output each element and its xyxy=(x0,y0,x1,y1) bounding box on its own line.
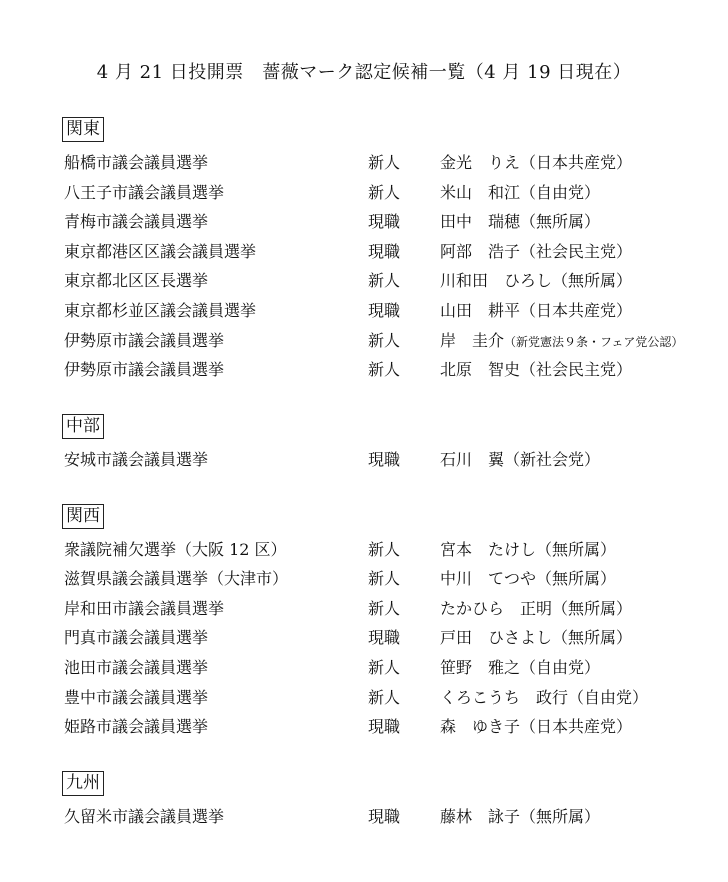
candidate-name: くろこうち 政行 xyxy=(440,688,569,707)
candidate-status: 新人 xyxy=(368,688,401,707)
candidate-party: （無所属） xyxy=(520,212,601,231)
table-row xyxy=(0,804,728,830)
candidate-party: （社会民主党） xyxy=(520,360,633,379)
election-name: 門真市議会議員選挙 xyxy=(64,628,209,647)
candidate-party: （自由党） xyxy=(520,658,601,677)
candidate-status: 新人 xyxy=(368,271,401,290)
candidate-name: たかひら 正明 xyxy=(440,599,553,618)
candidate-status: 現職 xyxy=(368,628,401,647)
table-row xyxy=(0,357,728,383)
candidate-party: （無所属） xyxy=(552,271,633,290)
candidate-name: 山田 耕平 xyxy=(440,301,521,320)
election-name: 船橋市議会議員選挙 xyxy=(64,153,209,172)
region-label-kanto: 関東 xyxy=(62,117,104,142)
candidate-party: （無所属） xyxy=(536,540,617,559)
table-row xyxy=(0,150,728,176)
table-row xyxy=(0,239,728,265)
table-row xyxy=(0,328,728,354)
candidate-party: （自由党） xyxy=(568,688,649,707)
candidate-name: 田中 瑞穂 xyxy=(440,212,521,231)
candidate-party: （自由党） xyxy=(520,183,601,202)
election-name: 東京都杉並区議会議員選挙 xyxy=(64,301,257,320)
election-name: 池田市議会議員選挙 xyxy=(64,658,209,677)
region-label-kansai: 関西 xyxy=(62,504,104,529)
election-name: 東京都北区区長選挙 xyxy=(64,271,209,290)
election-name: 伊勢原市議会議員選挙 xyxy=(64,331,225,350)
candidate-status: 現職 xyxy=(368,807,401,826)
candidate-name: 笹野 雅之 xyxy=(440,658,521,677)
election-name: 姫路市議会議員選挙 xyxy=(64,717,209,736)
candidate-party: （無所属） xyxy=(552,628,633,647)
election-name: 豊中市議会議員選挙 xyxy=(64,688,209,707)
candidate-party: （日本共産党） xyxy=(520,301,633,320)
candidate-party: （無所属） xyxy=(536,569,617,588)
candidate-name: 森 ゆき子 xyxy=(440,717,521,736)
candidate-party: （無所属） xyxy=(552,599,633,618)
table-row xyxy=(0,685,728,711)
candidate-status: 新人 xyxy=(368,360,401,379)
candidate-party: （日本共産党） xyxy=(520,153,633,172)
election-name: 八王子市議会議員選挙 xyxy=(64,183,225,202)
region-label-kyushu: 九州 xyxy=(62,771,104,796)
table-row xyxy=(0,566,728,592)
table-row xyxy=(0,655,728,681)
table-row xyxy=(0,209,728,235)
candidate-name: 中川 てつや xyxy=(440,569,537,588)
candidate-status: 現職 xyxy=(368,717,401,736)
table-row xyxy=(0,268,728,294)
candidate-status: 現職 xyxy=(368,301,401,320)
candidate-party: （日本共産党） xyxy=(520,717,633,736)
table-row xyxy=(0,537,728,563)
election-name: 安城市議会議員選挙 xyxy=(64,450,209,469)
election-name: 滋賀県議会議員選挙（大津市） xyxy=(64,569,289,588)
table-row xyxy=(0,447,728,473)
candidate-name: 戸田 ひさよし xyxy=(440,628,553,647)
candidate-status: 新人 xyxy=(368,540,401,559)
election-name: 青梅市議会議員選挙 xyxy=(64,212,209,231)
candidate-name: 岸 圭介 xyxy=(440,331,505,350)
candidate-name: 石川 翼 xyxy=(440,450,505,469)
page-title: 4 月 21 日投開票 薔薇マーク認定候補一覧（4 月 19 日現在） xyxy=(96,62,632,83)
candidate-party: （新党憲法９条・フェア党公認） xyxy=(504,335,684,349)
table-row xyxy=(0,180,728,206)
candidate-name: 宮本 たけし xyxy=(440,540,537,559)
candidate-status: 現職 xyxy=(368,450,401,469)
election-name: 衆議院補欠選挙（大阪 12 区） xyxy=(64,540,287,559)
table-row xyxy=(0,714,728,740)
table-row xyxy=(0,625,728,651)
election-name: 伊勢原市議会議員選挙 xyxy=(64,360,225,379)
candidate-name: 金光 りえ xyxy=(440,153,521,172)
election-name: 久留米市議会議員選挙 xyxy=(64,807,225,826)
candidate-status: 新人 xyxy=(368,658,401,677)
candidate-status: 現職 xyxy=(368,242,401,261)
candidate-name: 川和田 ひろし xyxy=(440,271,553,290)
candidate-party: （社会民主党） xyxy=(520,242,633,261)
candidate-status: 新人 xyxy=(368,183,401,202)
candidate-name: 北原 智史 xyxy=(440,360,521,379)
candidate-status: 新人 xyxy=(368,331,401,350)
table-row xyxy=(0,298,728,324)
candidate-party: （新社会党） xyxy=(504,450,601,469)
candidate-status: 新人 xyxy=(368,599,401,618)
candidate-name: 米山 和江 xyxy=(440,183,521,202)
candidate-party: （無所属） xyxy=(520,807,601,826)
candidate-name: 阿部 浩子 xyxy=(440,242,521,261)
candidate-status: 新人 xyxy=(368,153,401,172)
election-name: 岸和田市議会議員選挙 xyxy=(64,599,225,618)
table-row xyxy=(0,596,728,622)
region-label-chubu: 中部 xyxy=(62,414,104,439)
election-name: 東京都港区区議会議員選挙 xyxy=(64,242,257,261)
candidate-status: 新人 xyxy=(368,569,401,588)
candidate-name: 藤林 詠子 xyxy=(440,807,521,826)
candidate-status: 現職 xyxy=(368,212,401,231)
